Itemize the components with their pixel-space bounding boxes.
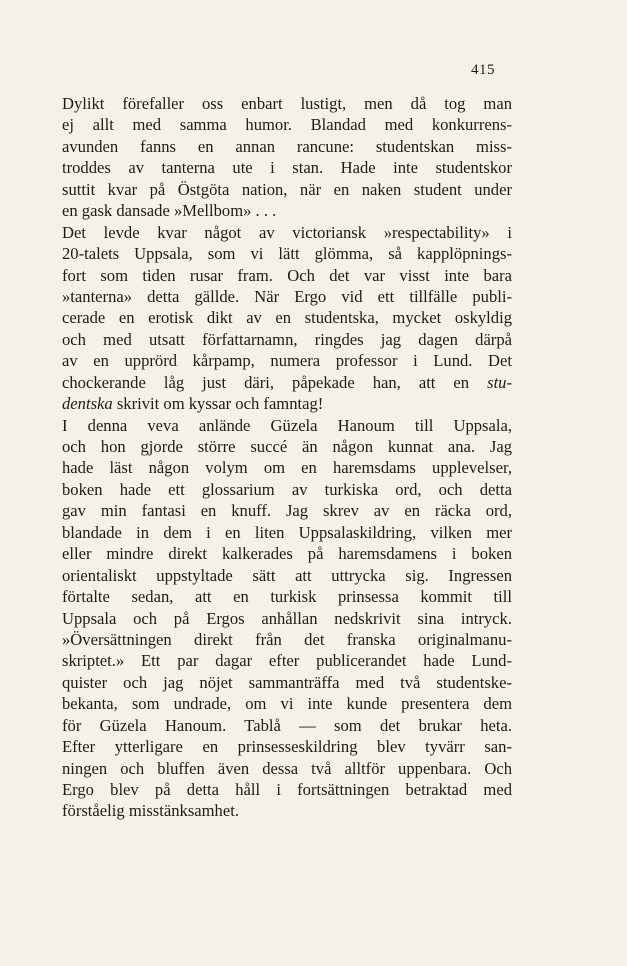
- text-line: suttit kvar på Östgöta nation, när en naken student under: [62, 179, 512, 199]
- text-line: quister och jag nöjet sammanträffa med två studentske-: [62, 672, 512, 692]
- text-line: Ergo blev på detta håll i fortsättningen betraktad med: [62, 780, 512, 799]
- text-fragment: skrivit om kyssar och famntag!: [112, 394, 324, 414]
- page-number: 415: [471, 62, 495, 78]
- text-line: av en upprörd kårpamp, numera professor i Lund. Det: [62, 351, 512, 371]
- text-line: »Översättningen direkt från det franska originalmanu-: [62, 629, 512, 649]
- text-line: eller mindre direkt kalkerades på haremsdamens i boken: [62, 544, 512, 564]
- body-text: [62, 93, 512, 822]
- text-line: ej allt med samma humor. Blandad med konkurrens-: [62, 115, 512, 135]
- text-line: skriptet.» Ett par dagar efter publicerandet hade Lund-: [62, 651, 512, 671]
- text-line-with-italic: [62, 393, 512, 414]
- text-fragment: chockerande låg just däri, påpekade han, att en: [62, 372, 488, 392]
- text-line: för Güzela Hanoum. Tablå — som det brukar heta.: [62, 715, 512, 735]
- text-line: fort som tiden rusar fram. Och det var visst inte bara: [62, 265, 512, 285]
- text-line: hade läst någon volym om en haremsdams upplevelser,: [62, 458, 512, 478]
- text-line: blandade in dem i en liten Uppsalaskildring, vilken mer: [62, 522, 512, 542]
- text-line: förståelig misstänksamhet.: [62, 801, 239, 821]
- text-line: 20-talets Uppsala, som vi lätt glömma, så kapplöpnings-: [62, 244, 512, 264]
- text-line: och hon gjorde större succé än någon kunnat ana. Jag: [62, 437, 512, 456]
- text-line: »tanterna» detta gällde. När Ergo vid ett tillfälle publi-: [62, 286, 512, 306]
- text-line: gav min fantasi en knuff. Jag skrev av en räcka ord,: [62, 501, 512, 521]
- text-line: och med utsatt författarnamn, ringdes jag dagen därpå: [62, 329, 512, 349]
- text-line: cerade en erotisk dikt av en studentska, mycket oskyldig: [62, 308, 512, 328]
- text-line: Efter ytterligare en prinsesseskildring blev tyvärr san-: [62, 737, 512, 757]
- text-line: orientaliskt uppstyltade sätt att uttrycka sig. Ingressen: [62, 565, 512, 585]
- text-line: en gask dansade »Mellbom» . . .: [62, 201, 277, 221]
- text-line: Dylikt förefaller oss enbart lustigt, men då tog man: [62, 94, 512, 113]
- text-line: Det levde kvar något av victoriansk »respectability» i: [62, 222, 512, 242]
- text-line: troddes av tanterna ute i stan. Hade inte studentskor: [62, 158, 512, 178]
- text-line: Uppsala och på Ergos anhållan nedskrivit sina intryck.: [62, 608, 512, 628]
- text-line: I denna veva anlände Güzela Hanoum till Uppsala,: [62, 415, 512, 435]
- text-line-with-italic: [62, 372, 512, 393]
- text-line: boken hade ett glossarium av turkiska ord, och detta: [62, 479, 512, 499]
- italic-fragment: dentska: [62, 394, 113, 414]
- text-line: förtalte sedan, att en turkisk prinsessa kommit till: [62, 587, 512, 607]
- text-line: avunden fanns en annan rancune: studentskan miss-: [62, 136, 512, 156]
- text-line: ningen och bluffen även dessa två alltför uppenbara. Och: [62, 758, 512, 778]
- text-line: bekanta, som undrade, om vi inte kunde presentera dem: [62, 694, 512, 714]
- italic-fragment: stu-: [487, 372, 512, 392]
